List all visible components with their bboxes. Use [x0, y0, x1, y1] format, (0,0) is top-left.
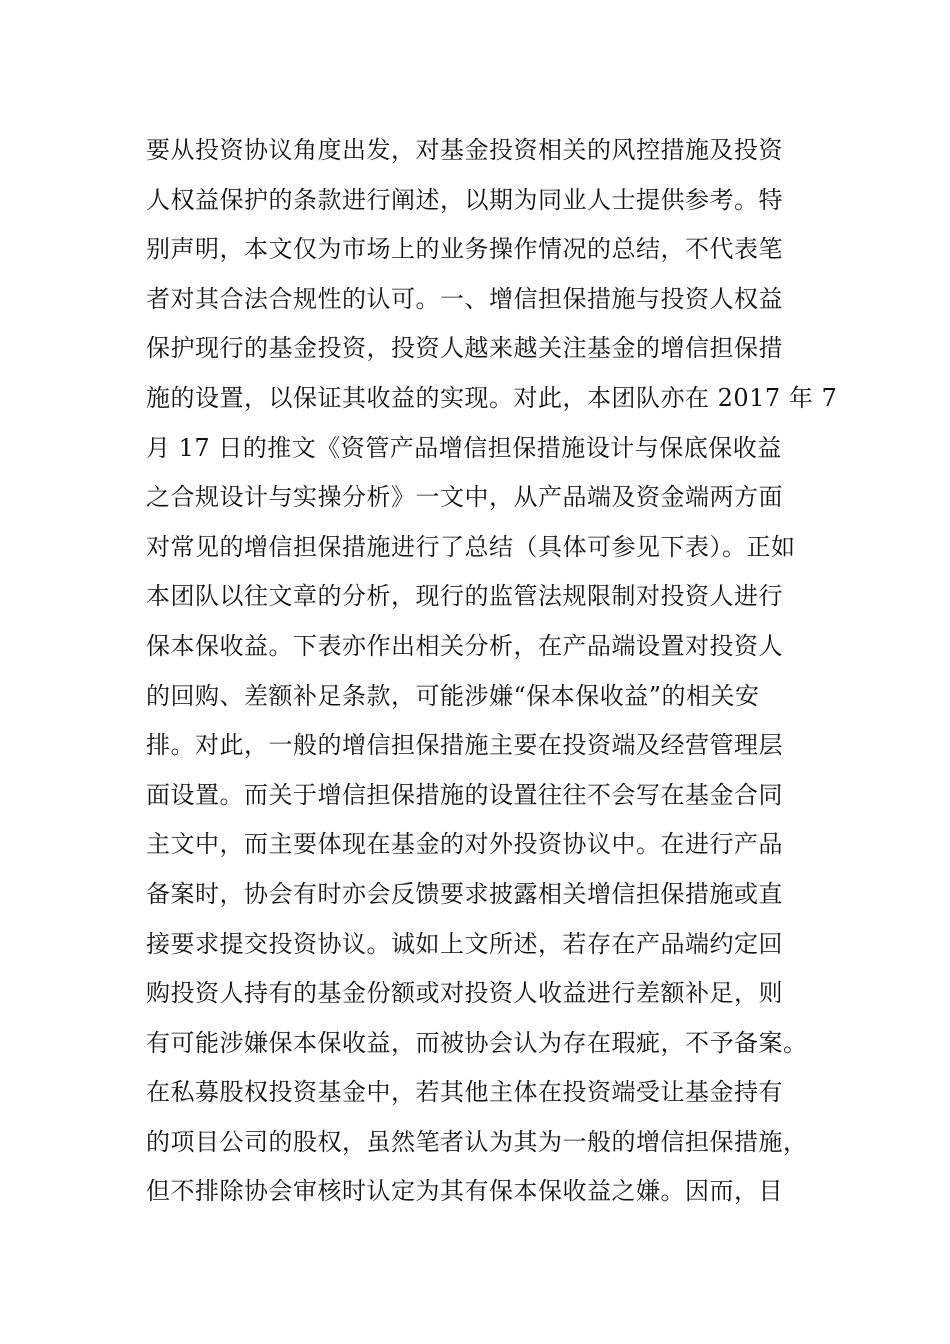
text-line: 别声明，本文仅为市场上的业务操作情况的总结，不代表笔: [146, 235, 783, 264]
text-line: 主文中，而主要体现在基金的对外投资协议中。在进行产品: [146, 830, 783, 859]
text-line: 对常见的增信担保措施进行了总结（具体可参见下表）。正如: [146, 532, 796, 561]
text-line: 之合规设计与实操分析》一文中，从产品端及资金端两方面: [146, 483, 783, 512]
text-line: 购投资人持有的基金份额或对投资人收益进行差额补足，则: [146, 979, 783, 1008]
text-line: 的回购、差额补足条款，可能涉嫌“保本保收益”的相关安: [146, 681, 760, 710]
text-line: 备案时，协会有时亦会反馈要求披露相关增信担保措施或直: [146, 879, 783, 908]
text-line: 人权益保护的条款进行阐述，以期为同业人士提供参考。特: [146, 185, 783, 214]
text-line: 排。对此，一般的增信担保措施主要在投资端及经营管理层: [146, 731, 783, 760]
text-line: 但不排除协会审核时认定为其有保本保收益之嫌。因而，目: [146, 1177, 783, 1206]
text-line: 要从投资协议角度出发，对基金投资相关的风控措施及投资: [146, 136, 783, 164]
text-line: 保本保收益。下表亦作出相关分析，在产品端设置对投资人: [146, 631, 783, 660]
text-line: 有可能涉嫌保本保收益，而被协会认为存在瑕疵，不予备案。: [146, 1028, 808, 1057]
body-text: [146, 126, 838, 1217]
text-line: 面设置。而关于增信担保措施的设置往往不会写在基金合同: [146, 780, 783, 809]
text-line: 在私募股权投资基金中，若其他主体在投资端受让基金持有: [146, 1078, 783, 1107]
text-line: 施的设置，以保证其收益的实现。对此，本团队亦在 2017 年 7: [146, 383, 838, 412]
text-line: 本团队以往文章的分析，现行的监管法规限制对投资人进行: [146, 582, 783, 611]
text-line: 的项目公司的股权，虽然笔者认为其为一般的增信担保措施，: [146, 1127, 808, 1156]
text-line: 月 17 日的推文《资管产品增信担保措施设计与保底保收益: [146, 433, 782, 462]
text-line: 保护现行的基金投资，投资人越来越关注基金的增信担保措: [146, 334, 783, 363]
text-line: 接要求提交投资协议。诚如上文所述，若存在产品端约定回: [146, 929, 783, 958]
text-line: 者对其合法合规性的认可。一、增信担保措施与投资人权益: [146, 284, 783, 313]
